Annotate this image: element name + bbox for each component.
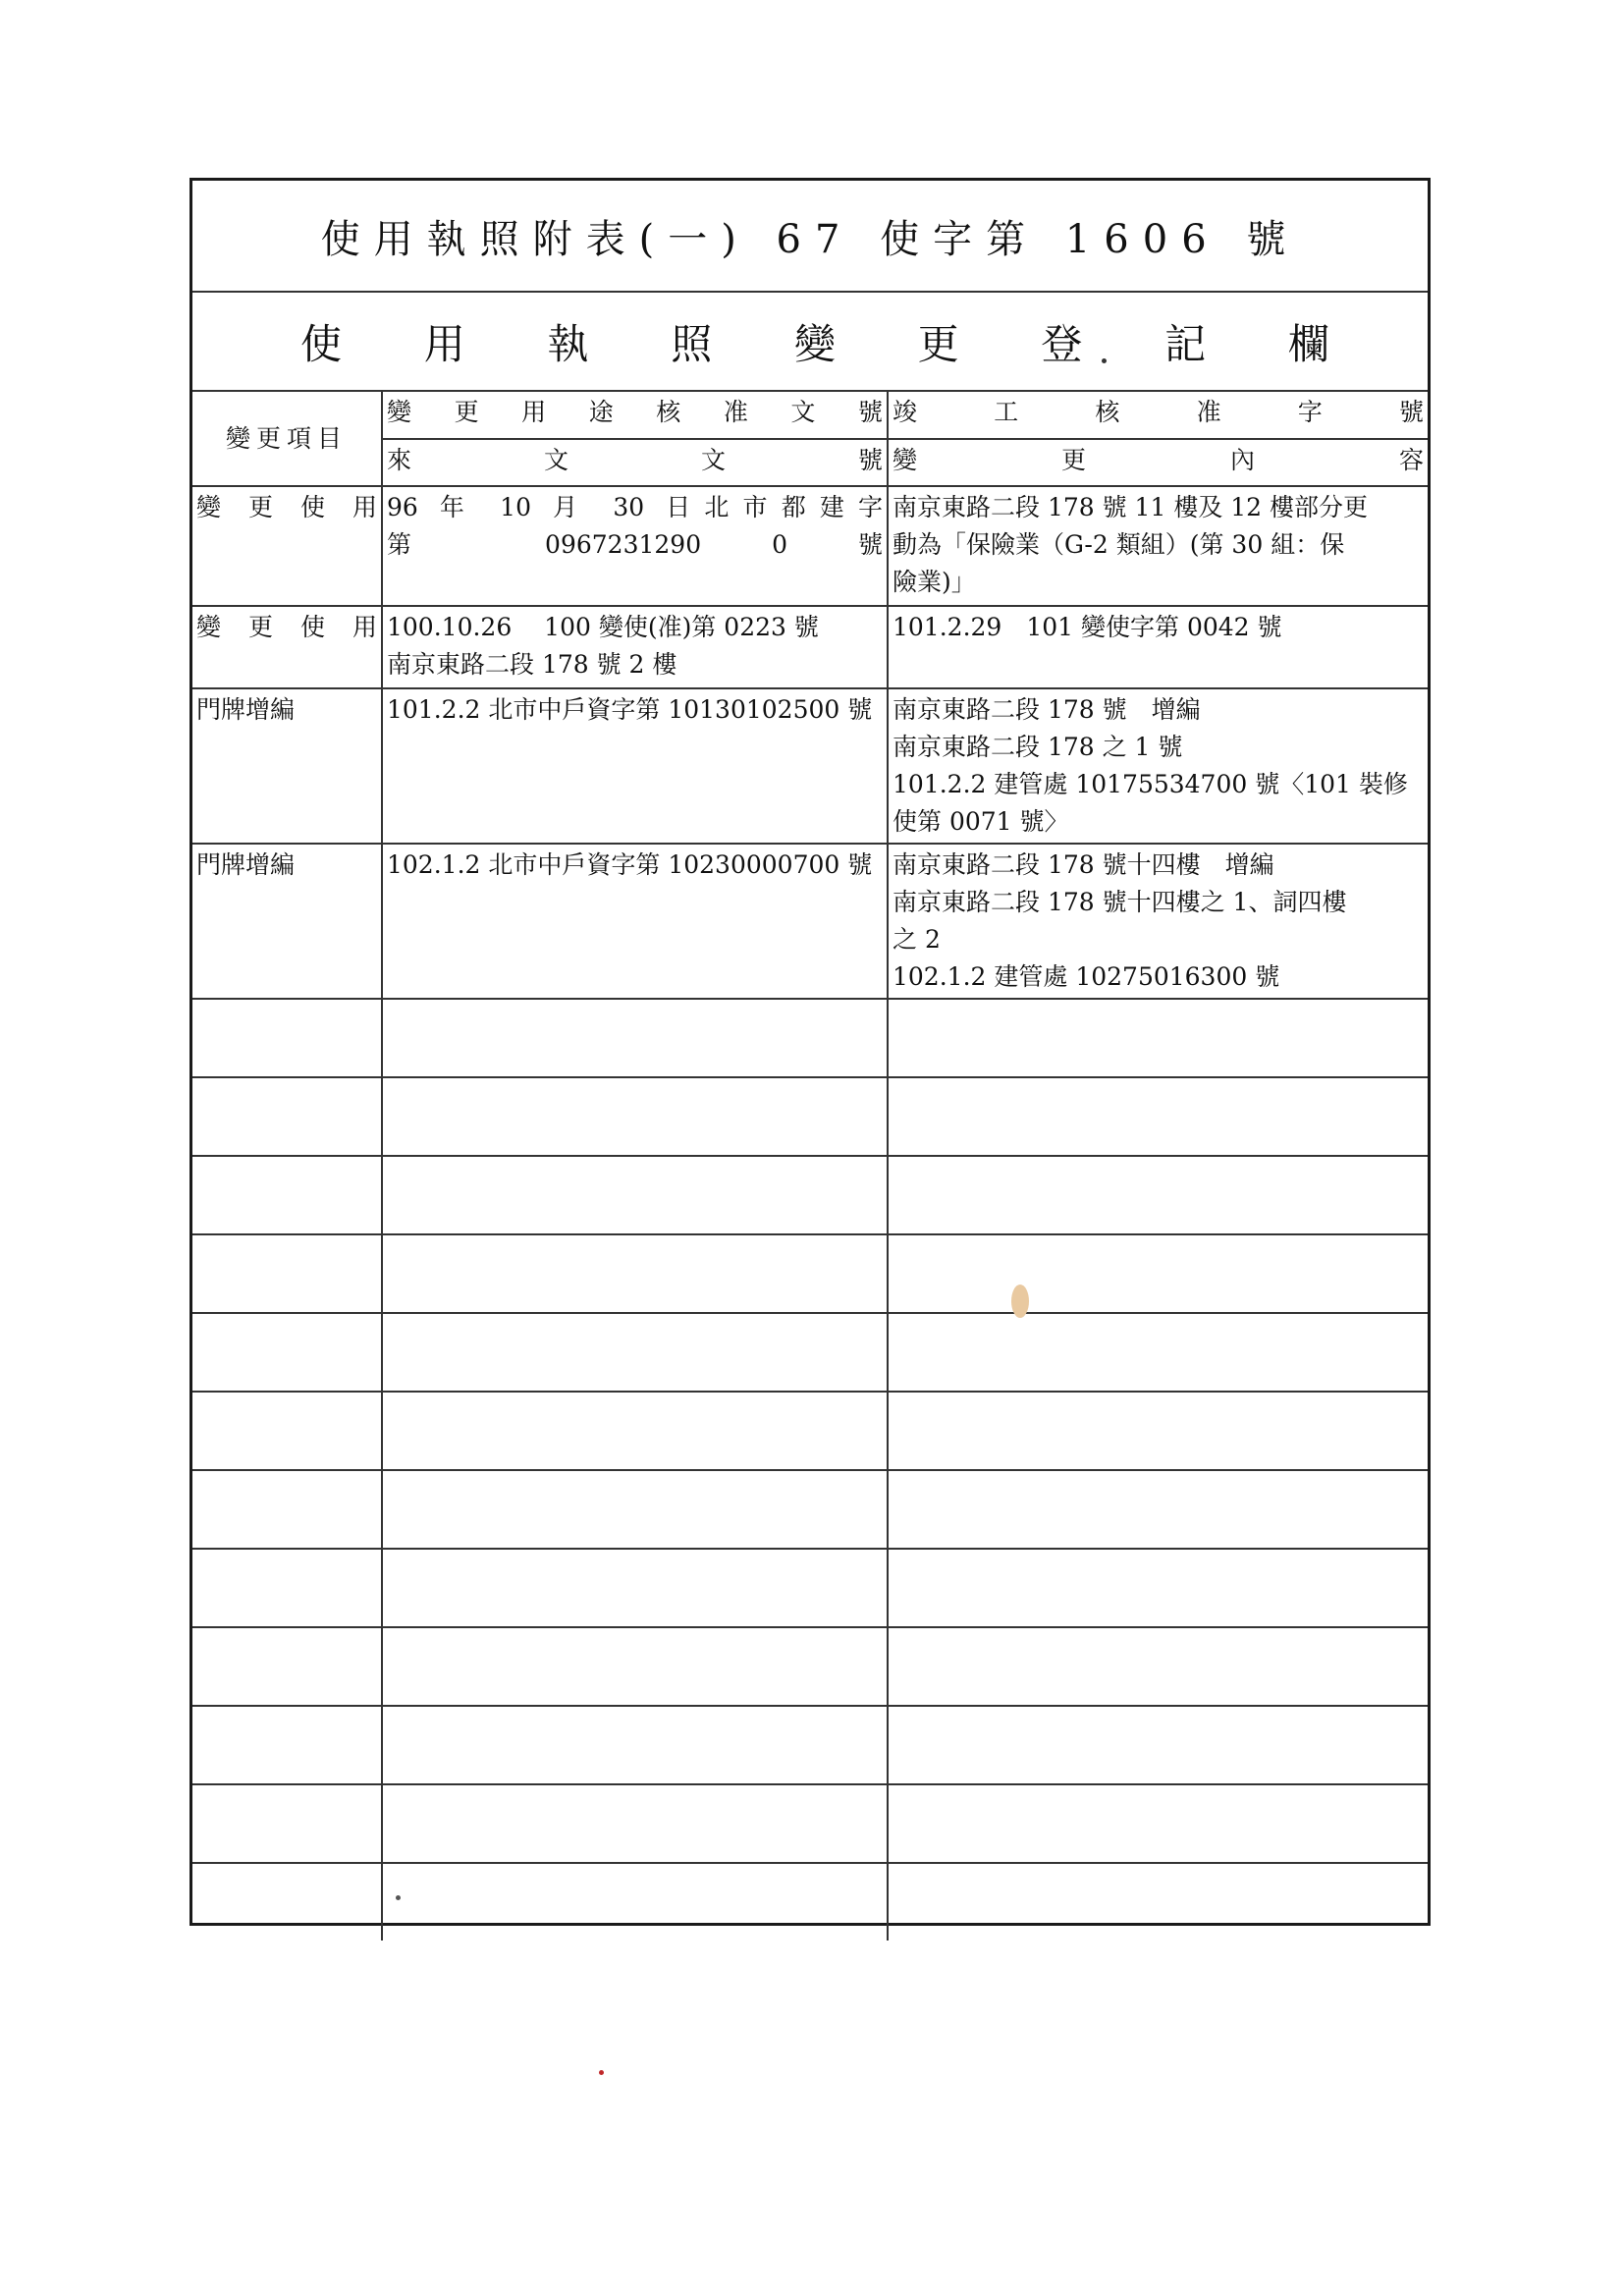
header-completion-bottom: 變更內容 xyxy=(888,439,1428,486)
blank-cell xyxy=(382,1863,888,1941)
blank-cell xyxy=(888,1706,1428,1784)
blank-cell xyxy=(192,1313,382,1392)
blank-cell xyxy=(888,1470,1428,1549)
blank-cell xyxy=(192,1156,382,1234)
item-cell: 變更使用 xyxy=(192,606,382,688)
blank-cell xyxy=(382,999,888,1077)
table-row xyxy=(192,844,1428,999)
blank-row xyxy=(192,1784,1428,1863)
blank-row xyxy=(192,1077,1428,1156)
blank-cell xyxy=(382,1156,888,1234)
blank-row xyxy=(192,1627,1428,1706)
subtitle-char: 使 xyxy=(300,319,343,368)
table-row xyxy=(192,606,1428,688)
item-cell: 變更使用 xyxy=(192,486,382,606)
ink-dot xyxy=(1102,358,1107,363)
blank-cell xyxy=(888,1863,1428,1941)
blank-cell xyxy=(382,1706,888,1784)
doc-cell: 100.10.26 100 變使(准)第 0223 號 南京東路二段 178 號 2 樓 xyxy=(382,606,888,688)
blank-cell xyxy=(192,1392,382,1470)
blank-cell xyxy=(382,1234,888,1313)
blank-cell xyxy=(888,1077,1428,1156)
item-cell: 門牌增編 xyxy=(192,688,382,844)
blank-cell xyxy=(382,1077,888,1156)
blank-cell xyxy=(382,1784,888,1863)
blank-cell xyxy=(888,1627,1428,1706)
blank-cell xyxy=(192,1627,382,1706)
header-item-cell: 變更項目 xyxy=(192,392,382,486)
item-cell: 門牌增編 xyxy=(192,844,382,999)
blank-row xyxy=(192,1470,1428,1549)
subtitle-char: 欄 xyxy=(1287,319,1329,368)
document-title: 使用執照附表(一) 67 使字第 1606 號 xyxy=(192,181,1428,293)
blank-row xyxy=(192,1234,1428,1313)
ink-dot xyxy=(396,1895,401,1900)
subtitle-char: 記 xyxy=(1164,319,1207,368)
blank-cell xyxy=(888,1392,1428,1470)
section-subtitle xyxy=(192,293,1428,392)
blank-row xyxy=(192,1313,1428,1392)
blank-row xyxy=(192,1549,1428,1627)
blank-cell xyxy=(888,1549,1428,1627)
table-row xyxy=(192,486,1428,606)
blank-row xyxy=(192,1863,1428,1941)
blank-cell xyxy=(192,1077,382,1156)
blank-row xyxy=(192,1156,1428,1234)
blank-cell xyxy=(192,1470,382,1549)
subtitle-char: 更 xyxy=(917,319,959,368)
content-cell: 101.2.29 101 變使字第 0042 號 xyxy=(888,606,1428,688)
subtitle-char: 變 xyxy=(793,319,836,368)
doc-cell: 96 年 10 月 30 日北市都建字 第 0967231290 0 號 xyxy=(382,486,888,606)
blank-cell xyxy=(192,1234,382,1313)
blank-cell xyxy=(382,1627,888,1706)
table-row xyxy=(192,688,1428,844)
subtitle-char: 用 xyxy=(423,319,465,368)
blank-cell xyxy=(192,1863,382,1941)
blank-cell xyxy=(192,1706,382,1784)
content-cell: 南京東路二段 178 號 增編 南京東路二段 178 之 1 號 101.2.2 建管處 10175534700 號〈101 裝修 使第 0071 號〉 xyxy=(888,688,1428,844)
content-cell: 南京東路二段 178 號 11 樓及 12 樓部分更 動為「保險業（G-2 類組）(第 30 組：保 險業)」 xyxy=(888,486,1428,606)
change-register-table xyxy=(192,392,1428,1941)
blank-cell xyxy=(888,1234,1428,1313)
paper-stain xyxy=(1011,1285,1029,1318)
header-row xyxy=(192,392,1428,439)
blank-cell xyxy=(888,1156,1428,1234)
header-approval-bottom: 來文文號 xyxy=(382,439,888,486)
ink-dot xyxy=(599,2070,604,2075)
blank-cell xyxy=(888,1784,1428,1863)
blank-row xyxy=(192,1392,1428,1470)
blank-cell xyxy=(382,1549,888,1627)
content-cell: 南京東路二段 178 號十四樓 增編 南京東路二段 178 號十四樓之 1、詞四樓 之 2 102.1.2 建管處 10275016300 號 xyxy=(888,844,1428,999)
subtitle-char: 執 xyxy=(547,319,589,368)
header-approval-top: 變更用途核准文號 xyxy=(382,392,888,439)
blank-row xyxy=(192,1706,1428,1784)
blank-cell xyxy=(192,1784,382,1863)
doc-cell: 102.1.2 北市中戶資字第 10230000700 號 xyxy=(382,844,888,999)
blank-cell xyxy=(192,999,382,1077)
blank-cell xyxy=(888,999,1428,1077)
blank-row xyxy=(192,999,1428,1077)
blank-cell xyxy=(382,1313,888,1392)
doc-cell: 101.2.2 北市中戶資字第 10130102500 號 xyxy=(382,688,888,844)
header-completion-top: 竣工核准字號 xyxy=(888,392,1428,439)
registration-sheet xyxy=(189,178,1431,1926)
subtitle-char: 照 xyxy=(671,319,713,368)
subtitle-char: 登 xyxy=(1041,319,1083,368)
blank-cell xyxy=(382,1470,888,1549)
blank-cell xyxy=(382,1392,888,1470)
blank-cell xyxy=(192,1549,382,1627)
blank-cell xyxy=(888,1313,1428,1392)
